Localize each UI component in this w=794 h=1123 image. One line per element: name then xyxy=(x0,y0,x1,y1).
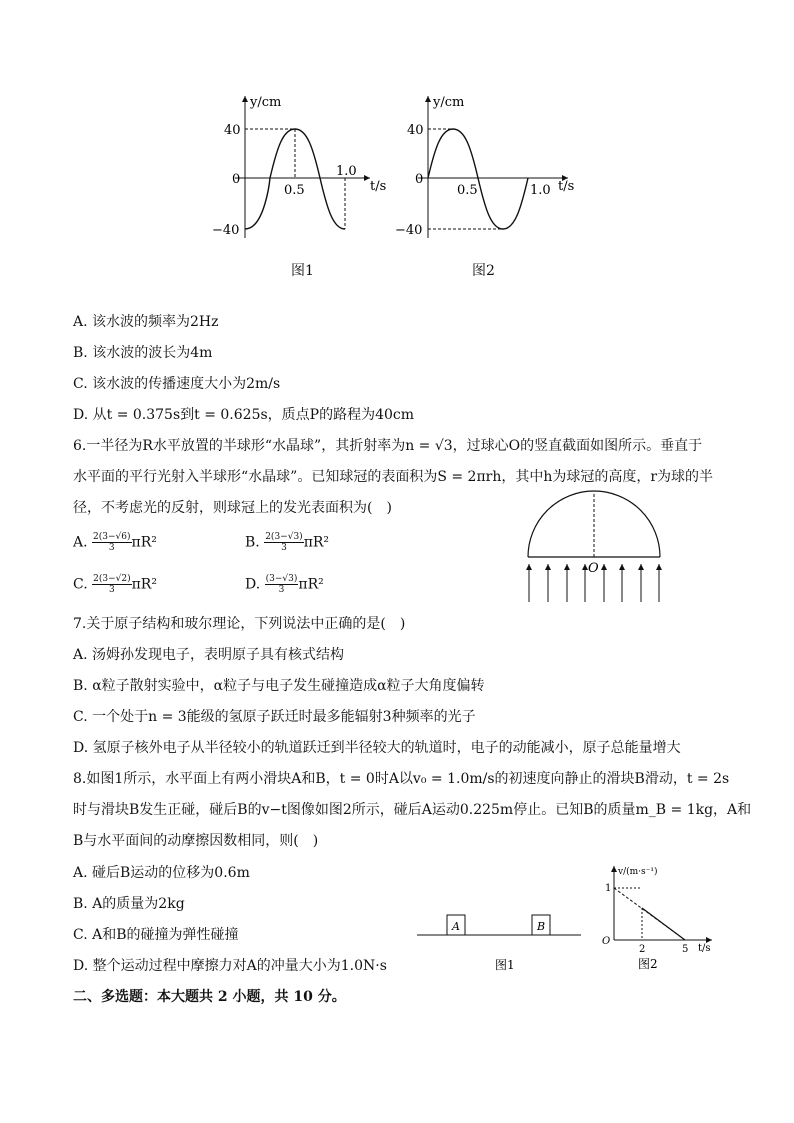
option-tail: πR² xyxy=(131,534,157,551)
option-label: B. xyxy=(245,534,260,551)
q8-option-d: D. 整个运动过程中摩擦力对A的冲量大小为1.0N·s xyxy=(73,958,387,974)
denominator: 3 xyxy=(109,585,115,595)
q7-option-c: C. 一个处于n = 3能级的氢原子跃迁时最多能辐射3种频率的光子 xyxy=(73,709,476,725)
numerator: 2(3−√6) xyxy=(93,532,131,542)
fraction xyxy=(265,574,299,595)
hemisphere-figure xyxy=(520,490,670,610)
ylabel: y/cm xyxy=(250,95,282,110)
y-min-label: −40 xyxy=(395,223,423,238)
q6-option-a xyxy=(73,532,157,553)
q7-option-b: B. α粒子散射实验中，α粒子与电子发生碰撞造成α粒子大角度偏转 xyxy=(73,678,485,694)
fraction xyxy=(264,532,303,553)
q5-option-a: A. 该水波的频率为2Hz xyxy=(73,314,219,330)
t-end-label: 1.0 xyxy=(336,164,357,179)
denominator: 3 xyxy=(108,543,115,553)
xlabel: t/s xyxy=(558,179,575,194)
origin-label: O xyxy=(602,936,611,947)
wave-curve xyxy=(428,129,528,229)
q8-stem-line1: 8.如图1所示，水平面上有两小滑块A和B，t = 0时A以v₀ = 1.0m/s的初速度向静止的滑块B滑动，t = 2s xyxy=(73,771,730,787)
y-min-label: −40 xyxy=(212,223,240,238)
numerator: 2(3−√2) xyxy=(93,574,131,584)
y-max-label: 40 xyxy=(224,123,241,138)
section-2-heading: 二、多选题：本大题共 2 小题，共 10 分。 xyxy=(73,989,346,1005)
fig1-caption: 图1 xyxy=(291,263,314,279)
fig1-caption: 图1 xyxy=(495,958,515,972)
xlabel: t/s xyxy=(698,943,711,954)
t-end-label: 1.0 xyxy=(530,183,551,198)
option-tail: πR² xyxy=(303,534,330,551)
q7-stem: 7.关于原子结构和玻尔理论，下列说法中正确的是( ) xyxy=(73,616,406,632)
t-mid-label: 0.5 xyxy=(457,183,478,198)
q6-stem-line3: 径，不考虑光的反射，则球冠上的发光表面积为( ) xyxy=(73,500,392,516)
ylabel: y/cm xyxy=(433,95,465,110)
q5-option-d: D. 从t = 0.375s到t = 0.625s，质点P的路程为40cm xyxy=(73,407,415,423)
option-label: C. xyxy=(73,576,88,593)
xlabel: t/s xyxy=(370,179,387,194)
vt-graph xyxy=(600,862,720,977)
q6-option-d xyxy=(245,574,324,595)
q6-option-c xyxy=(73,574,157,595)
option-label: D. xyxy=(245,576,261,593)
q5-option-c: C. 该水波的传播速度大小为2m/s xyxy=(73,376,281,392)
numerator: 2(3−√3) xyxy=(265,532,303,542)
origin-label: 0 xyxy=(232,172,241,187)
q8-option-b: B. A的质量为2kg xyxy=(73,896,185,912)
fig2-caption: 图2 xyxy=(472,263,495,279)
option-tail: πR² xyxy=(298,576,324,593)
t-mid-label: 0.5 xyxy=(284,183,305,198)
center-label: O xyxy=(588,561,599,576)
origin-label: 0 xyxy=(415,172,424,187)
x5-label: 5 xyxy=(682,944,689,955)
wave-graph-fig2 xyxy=(378,88,583,248)
block-b-label: B xyxy=(537,920,546,933)
q5-option-b: B. 该水波的波长为4m xyxy=(73,345,213,361)
vt-line-solid xyxy=(642,908,685,940)
x2-label: 2 xyxy=(639,944,646,955)
y-max-label: 40 xyxy=(407,123,424,138)
q6-option-b xyxy=(245,532,329,553)
wave-graph-fig1 xyxy=(210,88,400,248)
numerator: (3−√3) xyxy=(265,574,298,584)
q7-option-d: D. 氢原子核外电子从半径较小的轨道跃迁到半径较大的轨道时，电子的动能减小，原子总能量增大 xyxy=(73,740,681,756)
q8-stem-line2: 时与滑块B发生正碰，碰后B的v−t图像如图2所示，碰后A运动0.225m停止。已知B的质量m_B = 1kg，A和 xyxy=(73,802,752,818)
y1-label: 1 xyxy=(605,883,612,894)
blocks-figure xyxy=(415,905,585,975)
ylabel: v/(m·s⁻¹) xyxy=(618,867,658,877)
fraction xyxy=(92,574,131,595)
q7-option-a: A. 汤姆孙发现电子，表明原子具有核式结构 xyxy=(73,647,345,663)
denominator: 3 xyxy=(278,585,285,595)
q8-option-c: C. A和B的碰撞为弹性碰撞 xyxy=(73,927,239,943)
q6-stem-line1: 6.一半径为R水平放置的半球形“水晶球”，其折射率为n = √3，过球心O的竖直截面如图所示。垂直于 xyxy=(73,438,703,454)
denominator: 3 xyxy=(281,543,287,553)
q8-option-a: A. 碰后B运动的位移为0.6m xyxy=(73,865,250,881)
fraction xyxy=(92,532,131,553)
block-a-label: A xyxy=(452,920,460,933)
q8-stem-line3: B与水平面间的动摩擦因数相同，则( ) xyxy=(73,833,319,849)
q6-stem-line2: 水平面的平行光射入半球形“水晶球”。已知球冠的表面积为S = 2πrh，其中h为球冠的高度，r为球的半 xyxy=(73,469,714,485)
fig2-caption: 图2 xyxy=(638,957,658,971)
option-tail: πR² xyxy=(131,576,157,593)
option-label: A. xyxy=(73,534,88,551)
